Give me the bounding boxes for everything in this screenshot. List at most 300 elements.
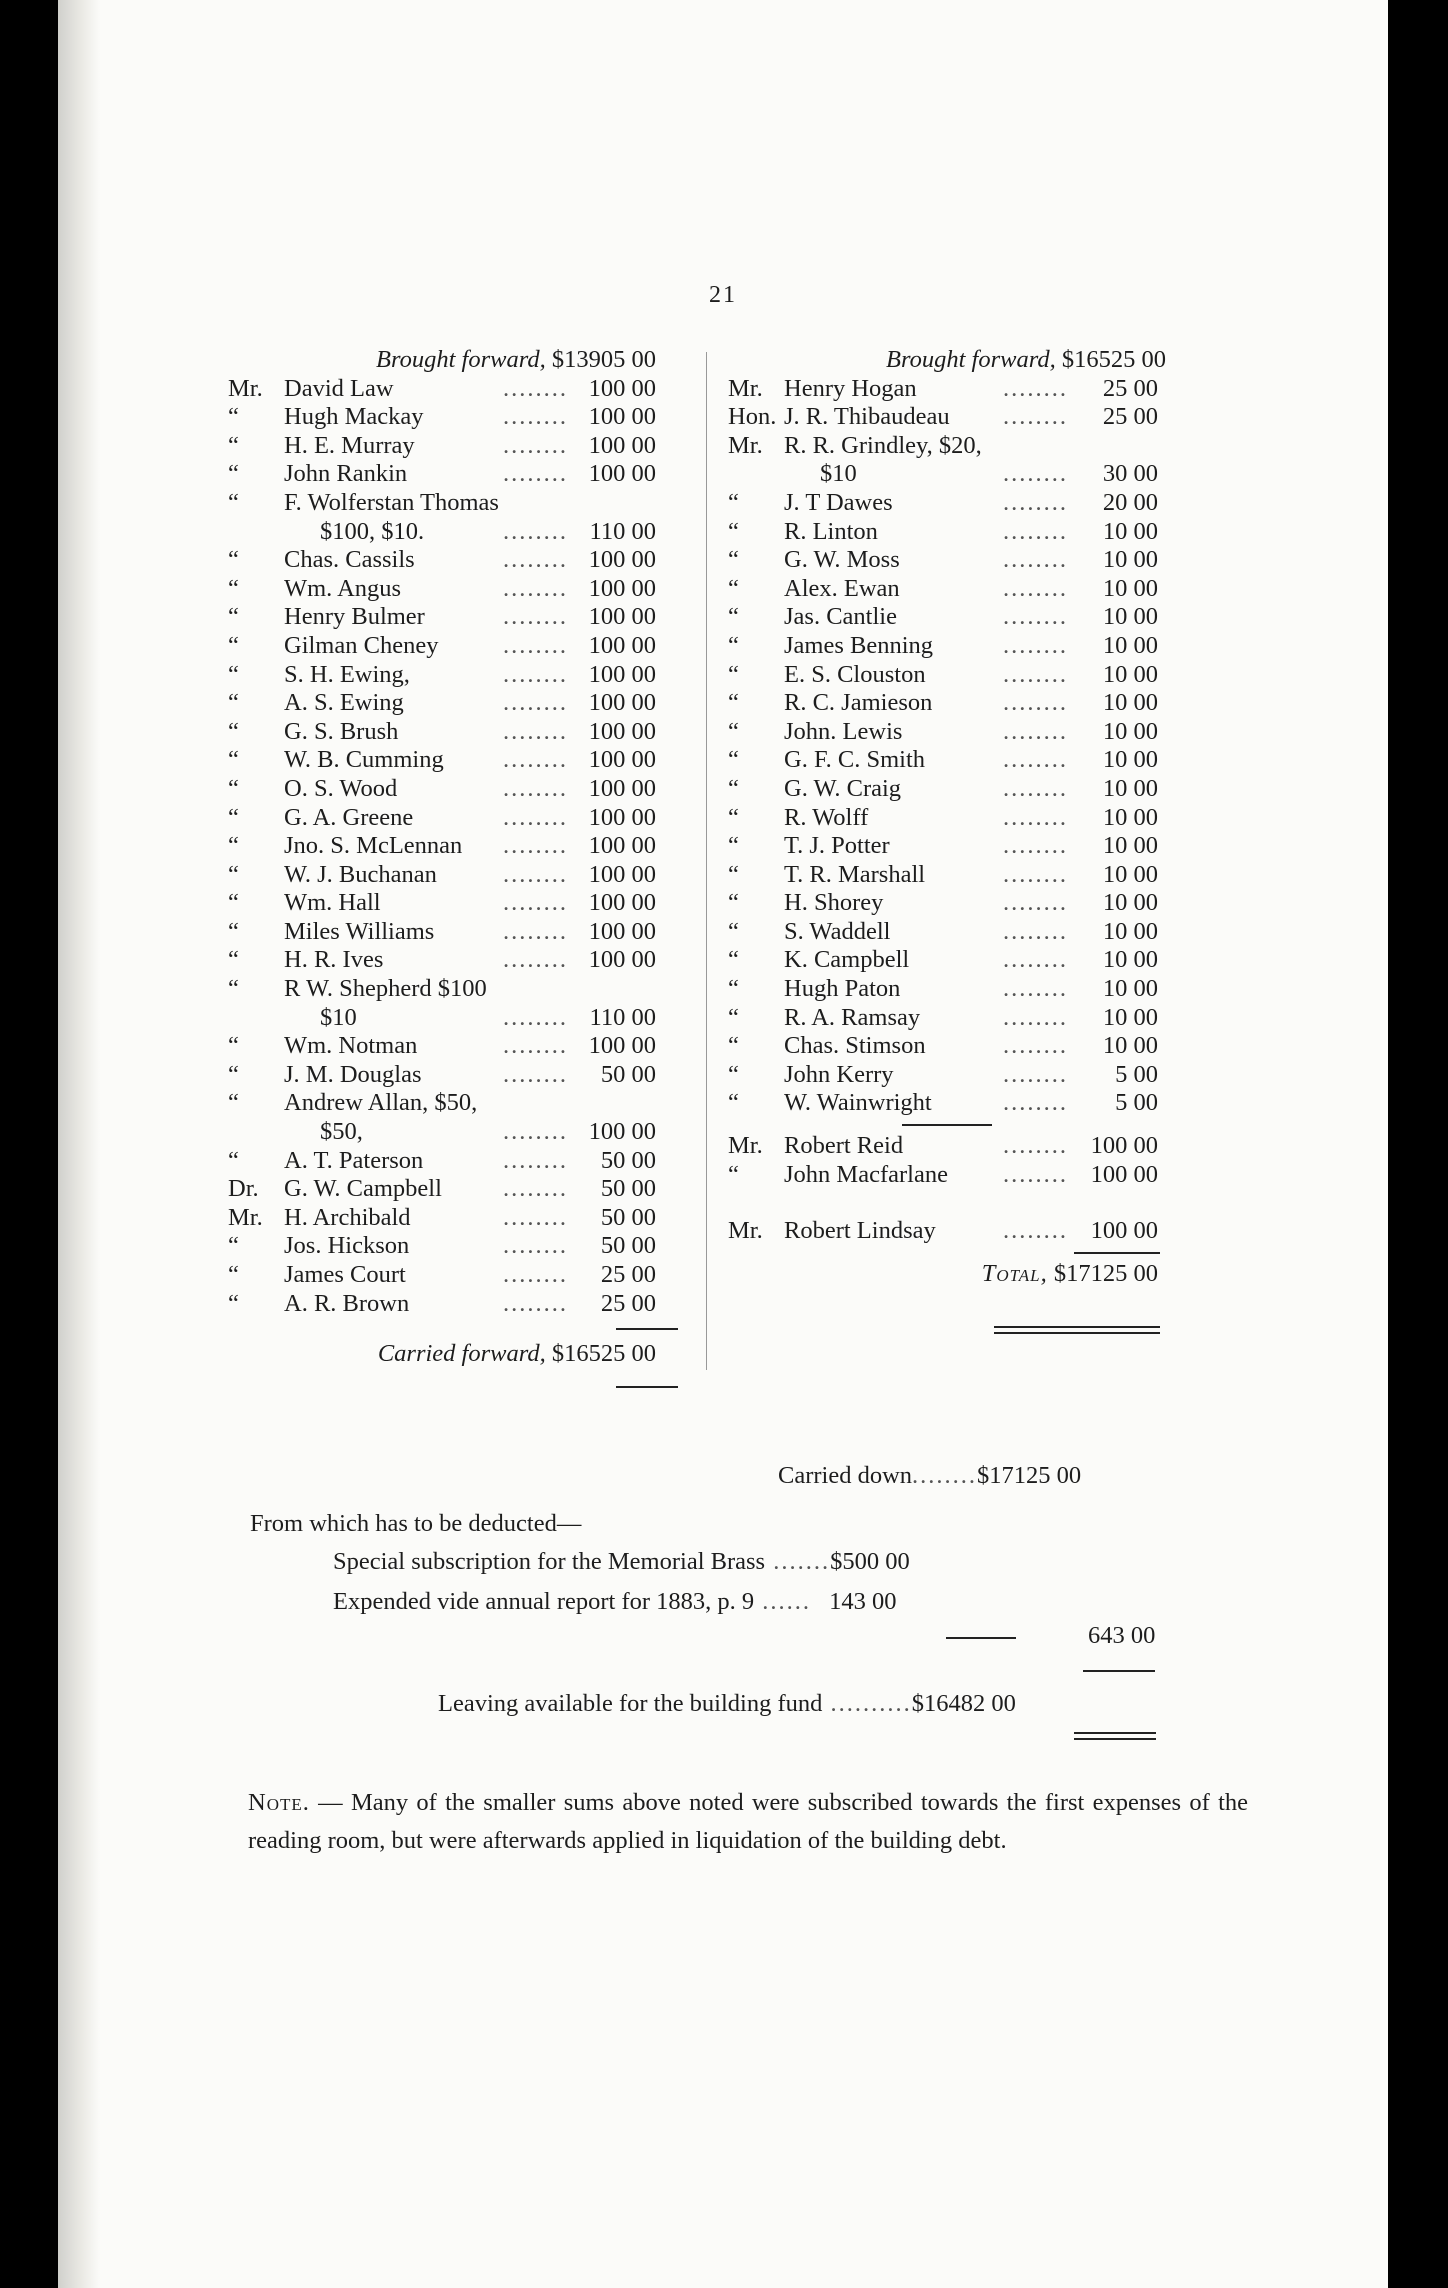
page-number: 21 xyxy=(709,282,737,308)
row-prefix: “ xyxy=(228,946,239,974)
subscriber-name: Jos. Hickson xyxy=(284,1232,410,1260)
subscriber-row xyxy=(228,403,728,432)
row-prefix: “ xyxy=(228,460,239,488)
subscriber-name: Robert Reid xyxy=(784,1132,904,1160)
subscriber-row xyxy=(228,375,728,404)
subscriber-name: S. Waddell xyxy=(784,917,891,945)
subscriber-name: John Kerry xyxy=(784,1060,894,1088)
row-prefix: “ xyxy=(228,889,239,917)
brought-forward-row xyxy=(228,346,728,375)
leader-dots: ........ xyxy=(503,689,568,717)
subscription-amount: 100 00 xyxy=(588,689,656,717)
row-prefix: “ xyxy=(728,1160,739,1188)
subscription-amount: 100 00 xyxy=(588,803,656,831)
leader-dots: ........ xyxy=(503,946,568,974)
row-prefix: “ xyxy=(728,917,739,945)
subscription-amount: 10 00 xyxy=(1102,689,1158,717)
leader-dots: ........ xyxy=(1003,374,1068,402)
subscriber-row xyxy=(228,1118,728,1147)
leader-dots: ........ xyxy=(503,660,568,688)
row-prefix: “ xyxy=(728,1060,739,1088)
subscription-amount: 50 00 xyxy=(600,1232,656,1260)
row-prefix: Hon. xyxy=(728,403,777,431)
subscription-amount: 50 00 xyxy=(600,1203,656,1231)
leader-dots: ........ xyxy=(1003,1003,1068,1031)
subscription-amount: 30 00 xyxy=(1102,460,1158,488)
subscriber-name: David Law xyxy=(284,374,394,402)
subscription-amount: 50 00 xyxy=(600,1060,656,1088)
subscription-amount: 100 00 xyxy=(588,1118,656,1146)
subscriber-name: R. Wolff xyxy=(784,803,869,831)
row-prefix: “ xyxy=(228,1289,239,1317)
brought-forward-label: Brought forward, xyxy=(376,346,546,373)
leader-dots: ........ xyxy=(503,431,568,459)
subscriber-name: Chas. Stimson xyxy=(784,1032,926,1060)
subscriber-name: W. J. Buchanan xyxy=(284,860,437,888)
leader-dots: ........ xyxy=(1003,774,1068,802)
carried-forward-row xyxy=(228,1340,728,1374)
subscriber-name: R. Linton xyxy=(784,517,878,545)
subscriber-name: K. Campbell xyxy=(784,946,910,974)
subscription-amount: 100 00 xyxy=(588,546,656,574)
row-prefix: Mr. xyxy=(728,431,763,459)
row-prefix: “ xyxy=(728,1032,739,1060)
leader-dots: ........ xyxy=(1003,603,1068,631)
leader-dots: ........ xyxy=(1003,1089,1068,1117)
leader-dots: ........ xyxy=(1003,803,1068,831)
subscription-amount: 50 00 xyxy=(600,1175,656,1203)
subscriber-name: H. Archibald xyxy=(284,1203,411,1231)
deduct-total-rule xyxy=(1083,1670,1155,1672)
leaving-label: Leaving available for the building fund xyxy=(438,1690,823,1717)
leader-dots: ........ xyxy=(1003,832,1068,860)
row-prefix: “ xyxy=(228,1146,239,1174)
subscriber-name: John Macfarlane xyxy=(784,1160,948,1188)
row-prefix: “ xyxy=(728,717,739,745)
leader-dots: ....... xyxy=(765,1548,831,1575)
subscription-amount: 100 00 xyxy=(588,889,656,917)
subscriber-name: F. Wolferstan Thomas xyxy=(284,488,499,516)
sum-rule xyxy=(1074,1252,1160,1254)
total xyxy=(982,1260,1158,1289)
right-entries-b xyxy=(728,1132,1238,1189)
subscription-amount: 10 00 xyxy=(1102,860,1158,888)
leader-dots: ........ xyxy=(503,860,568,888)
row-prefix: “ xyxy=(728,774,739,802)
subscriber-row xyxy=(728,946,1238,975)
subscription-amount: 10 00 xyxy=(1102,631,1158,659)
subscriber-row xyxy=(228,661,728,690)
special-amount: $500 00 xyxy=(830,1548,910,1575)
subscriber-row xyxy=(228,1147,728,1176)
row-prefix: “ xyxy=(728,660,739,688)
subscriber-name: John. Lewis xyxy=(784,717,903,745)
row-prefix: “ xyxy=(228,689,239,717)
subscriber-row xyxy=(228,1089,728,1118)
leaving-row xyxy=(438,1690,1016,1718)
brought-forward-row xyxy=(728,346,1238,375)
row-prefix: Dr. xyxy=(228,1175,259,1203)
leader-dots: ........ xyxy=(503,374,568,402)
subscriber-row xyxy=(228,575,728,604)
subscriber-name: J. M. Douglas xyxy=(284,1060,422,1088)
subscription-amount: 10 00 xyxy=(1102,546,1158,574)
subscriber-name: Andrew Allan, $50, xyxy=(284,1089,478,1117)
subscription-amount: 10 00 xyxy=(1102,1003,1158,1031)
brought-forward xyxy=(376,346,656,375)
subscriber-name: Chas. Cassils xyxy=(284,546,415,574)
leader-dots: ........ xyxy=(503,574,568,602)
row-prefix: “ xyxy=(728,832,739,860)
leader-dots: ........ xyxy=(503,603,568,631)
subscription-amount: 25 00 xyxy=(1102,374,1158,402)
subscriber-row xyxy=(228,832,728,861)
subscriber-row xyxy=(228,804,728,833)
subscriber-name: $50, xyxy=(320,1118,363,1146)
subscriber-row xyxy=(228,1204,728,1233)
row-prefix: “ xyxy=(228,1032,239,1060)
subscriber-row xyxy=(228,1061,728,1090)
subscription-amount: 10 00 xyxy=(1102,603,1158,631)
subscription-amount: 100 00 xyxy=(588,917,656,945)
leader-dots: ........ xyxy=(503,1146,568,1174)
row-prefix: “ xyxy=(228,774,239,802)
subscriber-row xyxy=(228,632,728,661)
subscription-amount: 10 00 xyxy=(1102,717,1158,745)
subscription-amount: 100 00 xyxy=(588,660,656,688)
row-prefix: “ xyxy=(228,546,239,574)
subscriber-row xyxy=(228,946,728,975)
leader-dots: ........ xyxy=(503,631,568,659)
subscriber-name: R. C. Jamieson xyxy=(784,689,933,717)
leader-dots: ........ xyxy=(1003,1060,1068,1088)
column-divider xyxy=(706,352,707,1370)
row-prefix: “ xyxy=(228,1089,239,1117)
subscriber-row xyxy=(228,518,728,547)
row-prefix: “ xyxy=(728,488,739,516)
subscriber-name: A. S. Ewing xyxy=(284,689,404,717)
leader-dots: ........ xyxy=(1003,403,1068,431)
subscription-amount: 110 00 xyxy=(589,517,656,545)
carried-forward-underline xyxy=(616,1386,678,1388)
row-prefix: Mr. xyxy=(728,374,763,402)
subscription-amount: 100 00 xyxy=(588,1032,656,1060)
subscriber-row xyxy=(728,1132,1238,1161)
subscriber-row xyxy=(728,460,1238,489)
subscriber-row xyxy=(728,775,1238,804)
subscriber-row xyxy=(728,832,1238,861)
subscription-amount: 100 00 xyxy=(588,631,656,659)
subscriber-name: Hugh Mackay xyxy=(284,403,424,431)
subscription-amount: 10 00 xyxy=(1102,517,1158,545)
subscriber-name: A. R. Brown xyxy=(284,1289,410,1317)
subscription-amount: 100 00 xyxy=(1090,1132,1158,1160)
leader-dots: ...... xyxy=(754,1588,820,1615)
row-prefix: “ xyxy=(228,860,239,888)
leader-dots: ........ xyxy=(1003,1032,1068,1060)
footnote-head: Note. xyxy=(248,1789,310,1816)
row-prefix: “ xyxy=(228,574,239,602)
subscriber-name: John Rankin xyxy=(284,460,408,488)
deduct-total: 643 00 xyxy=(1088,1622,1156,1649)
row-prefix: “ xyxy=(728,1089,739,1117)
leader-dots: ........ xyxy=(1003,689,1068,717)
subscriber-name: Wm. Notman xyxy=(284,1032,418,1060)
subscription-amount: 110 00 xyxy=(589,1003,656,1031)
row-prefix: “ xyxy=(728,631,739,659)
leader-dots: ........ xyxy=(503,717,568,745)
leader-dots: ........ xyxy=(1003,660,1068,688)
right-entries-c xyxy=(728,1217,1238,1246)
subscriber-name: S. H. Ewing, xyxy=(284,660,410,688)
leader-dots: ........ xyxy=(1003,460,1068,488)
subscription-amount: 100 00 xyxy=(588,374,656,402)
brought-forward-amount: $16525 00 xyxy=(1061,346,1166,373)
total-row xyxy=(728,1260,1238,1294)
row-prefix: “ xyxy=(728,889,739,917)
subscriber-name: W. B. Cumming xyxy=(284,746,444,774)
leader-dots: ........ xyxy=(1003,860,1068,888)
subscriber-row xyxy=(728,1217,1238,1246)
leader-dots: ........ xyxy=(503,1232,568,1260)
leader-dots: ........ xyxy=(503,889,568,917)
total-amount: $17125 00 xyxy=(1053,1259,1158,1287)
footnote-text: — Many of the smaller sums above noted were subscribed towards the first expenses of the reading room, but were afterwards applied in liquidation of the building debt. xyxy=(248,1789,1248,1854)
row-prefix: “ xyxy=(728,946,739,974)
row-prefix: Mr. xyxy=(728,1132,763,1160)
subscription-amount: 100 00 xyxy=(588,860,656,888)
subscriber-row xyxy=(728,861,1238,890)
subscriber-name: R W. Shepherd $100 xyxy=(284,975,487,1003)
row-prefix: “ xyxy=(228,975,239,1003)
subscriber-row xyxy=(728,632,1238,661)
leader-dots: ........ xyxy=(1003,946,1068,974)
spacer xyxy=(728,1246,1238,1260)
subscriber-column-right xyxy=(728,346,1238,1294)
leader-dots: ........ xyxy=(503,1060,568,1088)
row-prefix: “ xyxy=(728,975,739,1003)
carried-forward-amount: $16525 00 xyxy=(551,1340,656,1368)
subscription-amount: 5 00 xyxy=(1115,1060,1158,1088)
subscriber-name: G. W. Campbell xyxy=(284,1175,442,1203)
subscription-amount: 100 00 xyxy=(588,603,656,631)
row-prefix: “ xyxy=(228,631,239,659)
subscription-amount: 100 00 xyxy=(588,717,656,745)
subscription-amount: 10 00 xyxy=(1102,917,1158,945)
row-prefix: “ xyxy=(228,717,239,745)
subscriber-row xyxy=(228,546,728,575)
subscriber-row xyxy=(728,518,1238,547)
subscriber-row xyxy=(228,889,728,918)
subscription-amount: 100 00 xyxy=(1090,1217,1158,1245)
subscriber-row xyxy=(228,1261,728,1290)
leader-dots: ........ xyxy=(1003,546,1068,574)
subscription-amount: 10 00 xyxy=(1102,946,1158,974)
leader-dots: ........ xyxy=(503,803,568,831)
leader-dots: ........ xyxy=(503,746,568,774)
subscriber-name: G. W. Craig xyxy=(784,774,902,802)
spacer xyxy=(228,1318,728,1340)
subscriber-name: Jno. S. McLennan xyxy=(284,832,463,860)
subscriber-row xyxy=(228,918,728,947)
subscriber-name: James Court xyxy=(284,1261,406,1288)
left-entries xyxy=(228,375,728,1319)
subscriber-name: G. A. Greene xyxy=(284,803,414,831)
row-prefix: “ xyxy=(228,1232,239,1260)
brought-forward-label: Brought forward, xyxy=(886,346,1056,373)
carried-forward xyxy=(378,1340,656,1369)
subscription-amount: 100 00 xyxy=(588,746,656,774)
subscription-amount: 100 00 xyxy=(1090,1160,1158,1188)
carried-down-amount: $17125 00 xyxy=(977,1462,1082,1489)
leader-dots: ........ xyxy=(503,774,568,802)
leader-dots: ........ xyxy=(503,1261,568,1288)
leader-dots: ........ xyxy=(1003,517,1068,545)
subscriber-row xyxy=(728,1004,1238,1033)
row-prefix: “ xyxy=(728,517,739,545)
subscriber-name: W. Wainwright xyxy=(784,1089,932,1117)
subscriber-row xyxy=(228,432,728,461)
leader-dots: ........ xyxy=(1003,717,1068,745)
subscriber-name: O. S. Wood xyxy=(284,774,398,802)
subscriber-row xyxy=(728,689,1238,718)
leader-dots: ........ xyxy=(503,460,568,488)
subscriber-row xyxy=(728,746,1238,775)
deduction-rule xyxy=(946,1637,1016,1639)
row-prefix: Mr. xyxy=(728,1217,763,1245)
brought-forward-amount: $13905 00 xyxy=(551,346,656,373)
subscriber-name: Jas. Cantlie xyxy=(784,603,897,631)
leaving-double-rule xyxy=(1074,1732,1156,1740)
subscription-amount: 20 00 xyxy=(1102,488,1158,516)
subscriber-row xyxy=(728,661,1238,690)
subscriber-row xyxy=(228,1290,728,1319)
row-prefix: “ xyxy=(728,803,739,831)
subscriber-name: R. R. Grindley, $20, xyxy=(784,431,982,459)
row-prefix: “ xyxy=(228,660,239,688)
subscription-amount: 100 00 xyxy=(588,460,656,488)
leader-dots: ........ xyxy=(1003,574,1068,602)
leader-dots: ........ xyxy=(1003,1217,1068,1245)
row-prefix: “ xyxy=(728,546,739,574)
subscriber-row xyxy=(228,746,728,775)
row-prefix: “ xyxy=(728,746,739,774)
subscription-amount: 10 00 xyxy=(1102,574,1158,602)
row-prefix: “ xyxy=(728,860,739,888)
subscriber-name: Robert Lindsay xyxy=(784,1217,936,1245)
subscription-amount: 25 00 xyxy=(1102,403,1158,431)
subscription-amount: 100 00 xyxy=(588,832,656,860)
subscription-amount: 100 00 xyxy=(588,946,656,974)
subscriber-row xyxy=(228,689,728,718)
subscription-amount: 100 00 xyxy=(588,403,656,431)
subscriber-column-left xyxy=(228,346,728,1374)
special-label: Special subscription for the Memorial Brass xyxy=(333,1548,766,1575)
subscriber-name: G. F. C. Smith xyxy=(784,746,925,774)
subscriber-row xyxy=(228,718,728,747)
subscription-amount: 5 00 xyxy=(1115,1089,1158,1117)
page-binding-edge xyxy=(58,0,100,2288)
total-double-rule xyxy=(994,1326,1160,1334)
subscriber-row xyxy=(728,804,1238,833)
subscriber-name: Henry Bulmer xyxy=(284,603,425,631)
subscription-amount: 10 00 xyxy=(1102,889,1158,917)
subscriber-name: J. T Dawes xyxy=(784,488,893,516)
subscriber-name: $10 xyxy=(820,460,857,488)
leader-dots: ........ xyxy=(1003,917,1068,945)
subscriber-name: $10 xyxy=(320,1003,357,1031)
subscriber-row xyxy=(728,1089,1238,1118)
subscription-amount: 10 00 xyxy=(1102,832,1158,860)
leader-dots: ........ xyxy=(1003,889,1068,917)
subscription-amount: 100 00 xyxy=(588,431,656,459)
carried-forward-label: Carried forward, xyxy=(377,1340,546,1368)
subscriber-row xyxy=(728,1032,1238,1061)
row-prefix: “ xyxy=(728,1003,739,1031)
total-label: Total, xyxy=(981,1259,1048,1287)
leader-dots: ........ xyxy=(503,1289,568,1317)
subscription-amount: 50 00 xyxy=(600,1146,656,1174)
subscriber-name: T. R. Marshall xyxy=(784,860,926,888)
subscriber-row xyxy=(228,1175,728,1204)
row-prefix: “ xyxy=(228,403,239,431)
subscriber-name: Gilman Cheney xyxy=(284,631,439,659)
row-prefix: “ xyxy=(228,488,239,516)
row-prefix: “ xyxy=(228,917,239,945)
subscriber-row xyxy=(228,975,728,1004)
leader-dots: ........ xyxy=(503,832,568,860)
subscriber-name: $100, $10. xyxy=(320,517,425,545)
section-rule xyxy=(902,1124,992,1126)
spacer xyxy=(728,1118,1238,1132)
row-prefix: “ xyxy=(728,603,739,631)
footnote xyxy=(248,1784,1248,1860)
subscriber-row xyxy=(228,775,728,804)
subscriber-row xyxy=(728,918,1238,947)
leader-dots: ........ xyxy=(503,1203,568,1231)
row-prefix: “ xyxy=(228,431,239,459)
subscription-amount: 10 00 xyxy=(1102,660,1158,688)
expended-label: Expended vide annual report for 1883, p. 9 xyxy=(333,1588,755,1615)
deducted-label: From which has to be deducted— xyxy=(250,1510,582,1537)
subscriber-name: G. W. Moss xyxy=(784,546,900,574)
leaving-amount: $16482 00 xyxy=(911,1690,1016,1717)
subscription-amount: 100 00 xyxy=(588,774,656,802)
leader-dots: ........ xyxy=(1003,975,1068,1003)
expended-row xyxy=(333,1588,897,1616)
subscriber-row xyxy=(728,975,1238,1004)
brought-forward xyxy=(886,346,1166,375)
row-prefix: “ xyxy=(728,689,739,717)
leader-dots: ........ xyxy=(1003,631,1068,659)
subscription-amount: 10 00 xyxy=(1102,1032,1158,1060)
row-prefix: “ xyxy=(228,832,239,860)
subscriber-name: Wm. Hall xyxy=(284,889,381,917)
document-page xyxy=(58,0,1388,2288)
subscription-amount: 100 00 xyxy=(588,574,656,602)
subscriber-name: A. T. Paterson xyxy=(284,1146,424,1174)
subscriber-row xyxy=(728,375,1238,404)
subscriber-name: R. A. Ramsay xyxy=(784,1003,921,1031)
carried-down-label: Carried down xyxy=(778,1462,913,1489)
leader-dots: ........ xyxy=(503,1118,568,1146)
subscriber-row xyxy=(728,546,1238,575)
row-prefix: Mr. xyxy=(228,374,263,402)
leader-dots: .......... xyxy=(822,1690,912,1717)
subscription-amount: 10 00 xyxy=(1102,803,1158,831)
row-prefix: “ xyxy=(228,746,239,774)
subscriber-name: G. S. Brush xyxy=(284,717,399,745)
